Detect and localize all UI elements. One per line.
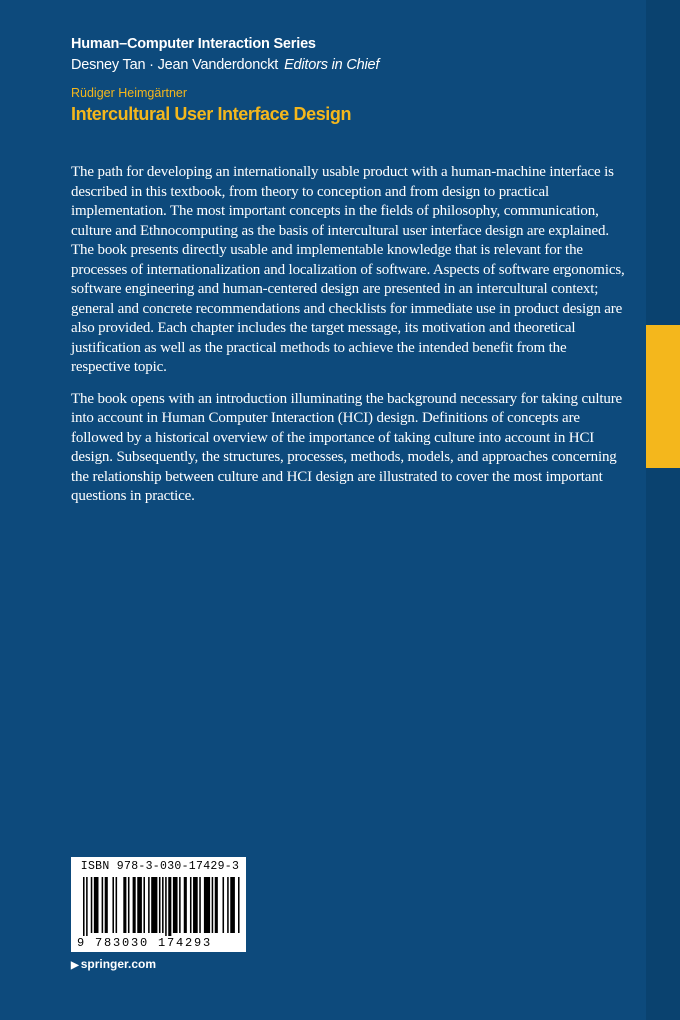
- book-title: Intercultural User Interface Design: [71, 104, 352, 124]
- barcode-bar: [212, 877, 214, 933]
- barcode-bar: [133, 877, 136, 933]
- barcode-bar: [137, 877, 142, 933]
- barcode-bar: [230, 877, 235, 933]
- isbn-barcode: [71, 857, 246, 952]
- spine-strip: [646, 0, 680, 1020]
- blurb-paragraph-2: The book opens with an introduction illuminating the background necessary for taking culture into account in Human Computer Interaction (HCI) design. Definitions of concepts are followed by a historical overview of the importance of taking culture into account in HCI design. Subsequently, the structures, processes, methods, models, and approaches concerning the relationship between culture and HCI design are illustrated to cover the most important questions in practice.: [71, 390, 623, 504]
- arrow-icon: ▶: [71, 960, 79, 971]
- barcode-bar: [112, 877, 114, 933]
- accent-tab: [646, 325, 680, 468]
- series-title: Human–Computer Interaction Series: [71, 36, 316, 52]
- barcode-bar: [227, 877, 229, 933]
- barcode-bar: [223, 877, 225, 933]
- barcode-bar: [116, 877, 118, 933]
- barcode-bar: [91, 877, 93, 933]
- isbn-label: ISBN 978-3-030-17429-3: [80, 860, 240, 873]
- blurb: [71, 163, 625, 519]
- barcode-bar: [159, 877, 161, 933]
- barcode-bar: [123, 877, 126, 933]
- publisher-url: springer.com: [80, 957, 157, 971]
- barcode-bar: [143, 877, 145, 933]
- barcode-bar: [173, 877, 178, 933]
- blurb-paragraph-1: The path for developing an internationally usable product with a human-machine interface is described in this textbook, from theory to conception and from design to practical implementation. The most important concepts in the fields of philosophy, communication, culture and Ethnocomputing as the basis of intercultural user interface design are explained. The book presents directly usable and implementable knowledge that is relevant for the processes of internationalization and localization of software. Aspects of software ergonomics, software engineering and human-centered design are presented in an intercultural context; general and concrete recommendations and checklists for immediate use in product design are also provided. Each chapter includes the target message, its motivation and theoretical justification as well as the practical methods to achieve the intended benefit from the respective topic.: [71, 164, 625, 375]
- barcode-bar: [83, 877, 85, 939]
- barcode-bar: [199, 877, 201, 933]
- editors-names: Desney Tan · Jean Vanderdonckt: [71, 57, 279, 73]
- barcode-bar: [151, 877, 157, 933]
- barcode-bar: [190, 877, 192, 933]
- barcode-bar: [179, 877, 181, 933]
- book-author: Rüdiger Heimgärtner: [71, 86, 188, 100]
- barcode-bar: [94, 877, 99, 933]
- publisher-link[interactable]: [71, 957, 156, 971]
- editors-role: Editors in Chief: [284, 57, 380, 73]
- barcode-bar: [204, 877, 210, 933]
- barcode-bar: [105, 877, 108, 933]
- barcode-bar: [148, 877, 150, 933]
- barcode-bar: [215, 877, 218, 933]
- barcode-digits: 9 783030 174293: [77, 936, 243, 950]
- barcode-bar: [193, 877, 198, 933]
- barcode-bar: [102, 877, 104, 933]
- barcode-bar: [162, 877, 164, 933]
- series-header: [71, 34, 631, 125]
- barcode-bar: [86, 877, 88, 939]
- barcode-bars-icon: [79, 877, 241, 939]
- series-editors: [71, 55, 631, 75]
- barcode-bar: [128, 877, 130, 933]
- barcode-bar: [168, 877, 171, 939]
- barcode-bar: [165, 877, 167, 939]
- barcode-bar: [184, 877, 187, 933]
- barcode-bar: [238, 877, 240, 933]
